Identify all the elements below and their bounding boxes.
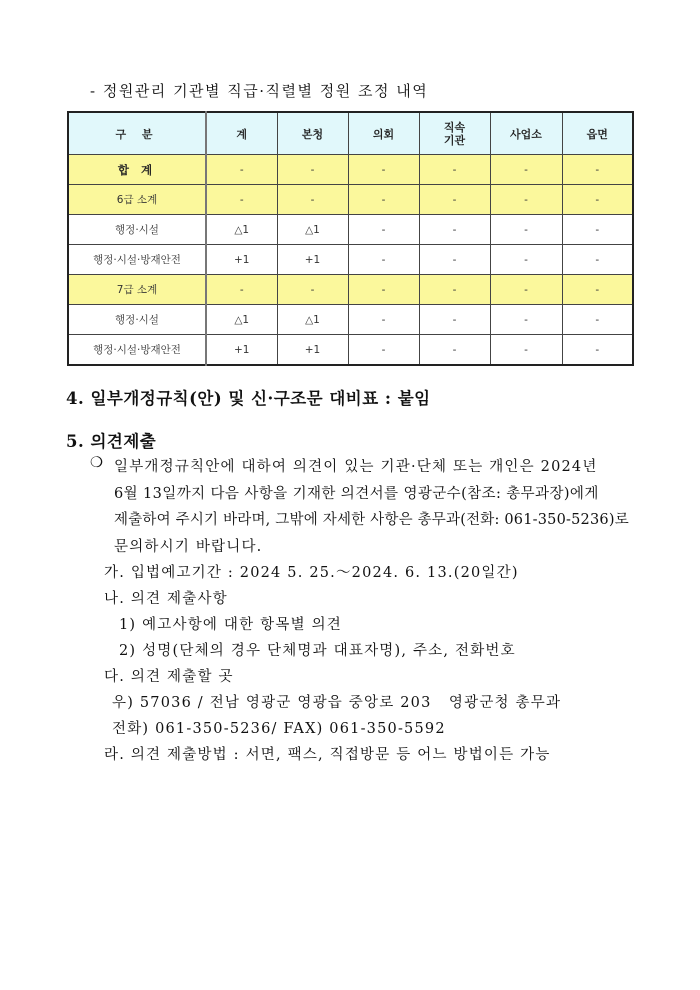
cell: - [419,215,490,245]
cell: - [419,155,490,185]
table-caption: - 정원관리 기관별 직급·직렬별 정원 조정 내역 [90,82,429,100]
cell: +1 [206,335,277,366]
row-label: 행정·시설 [68,215,206,245]
item-da-phone: 전화) 061-350-5236/ FAX) 061-350-5592 [112,721,446,737]
cell: - [490,335,562,366]
cell: +1 [206,245,277,275]
header-main-office: 본청 [277,112,348,155]
cell: - [562,335,633,366]
cell: - [562,155,633,185]
table-header-row [68,112,633,155]
cell: - [490,155,562,185]
cell: +1 [277,335,348,366]
section-5-heading: 5. 의견제출 [66,432,157,451]
row-label: 행정·시설·방재안전 [68,245,206,275]
cell: - [419,185,490,215]
item-na-contents: 나. 의견 제출사항 [104,591,228,607]
item-da-address: 우) 57036 / 전남 영광군 영광읍 중앙로 203 영광군청 총무과 [112,695,562,711]
item-da-place: 다. 의견 제출할 곳 [104,669,234,685]
cell: - [562,185,633,215]
header-direct-agency [419,112,490,155]
header-category: 구 분 [68,112,206,155]
row-label: 행정·시설 [68,305,206,335]
cell: △1 [277,305,348,335]
header-direct-line1: 직속 [443,120,466,134]
row-label: 합 계 [68,155,206,185]
cell: - [490,215,562,245]
cell: - [348,215,419,245]
cell: - [348,155,419,185]
cell: - [562,245,633,275]
table-row-grade7-subtotal [68,275,633,305]
cell: △1 [206,215,277,245]
cell: - [490,305,562,335]
paragraph-line: 6월 13일까지 다음 사항을 기재한 의견서를 영광군수(참조: 총무과장)에게 [114,486,599,502]
header-direct-line2: 기관 [443,133,466,147]
cell: - [490,245,562,275]
cell: - [562,275,633,305]
table-row [68,305,633,335]
table-row-grand-total [68,155,633,185]
cell: - [277,155,348,185]
cell: - [348,185,419,215]
cell: - [490,185,562,215]
cell: - [348,245,419,275]
row-label: 행정·시설·방재안전 [68,335,206,366]
header-business-office: 사업소 [490,112,562,155]
item-na-sub2: 2) 성명(단체의 경우 단체명과 대표자명), 주소, 전화번호 [119,643,516,659]
paragraph-line: 제출하여 주시기 바라며, 그밖에 자세한 사항은 총무과(전화: 061-350-5236)로 [114,512,629,528]
header-council: 의회 [348,112,419,155]
cell: +1 [277,245,348,275]
table-row [68,245,633,275]
table-row [68,335,633,366]
cell: △1 [277,215,348,245]
section-4-heading: 4. 일부개정규칙(안) 및 신·구조문 대비표 : 붙임 [66,389,431,408]
bullet-icon: ❍ [90,455,105,471]
table-row [68,215,633,245]
cell: - [277,275,348,305]
cell: - [419,335,490,366]
header-total: 계 [206,112,277,155]
cell: - [277,185,348,215]
cell: △1 [206,305,277,335]
header-town: 읍면 [562,112,633,155]
cell: - [562,305,633,335]
cell: - [348,275,419,305]
cell: - [206,155,277,185]
item-ga-period: 가. 입법예고기간 : 2024 5. 25.～2024. 6. 13.(20일간) [104,565,519,581]
cell: - [419,245,490,275]
cell: - [419,305,490,335]
cell: - [348,305,419,335]
cell: - [348,335,419,366]
staffing-adjustment-table [67,111,634,366]
cell: - [490,275,562,305]
item-na-sub1: 1) 예고사항에 대한 항목별 의견 [119,617,343,633]
cell: - [206,275,277,305]
paragraph-line: 문의하시기 바랍니다. [114,539,263,555]
cell: - [419,275,490,305]
row-label: 6급 소계 [68,185,206,215]
cell: - [562,215,633,245]
cell: - [206,185,277,215]
table-row-grade6-subtotal [68,185,633,215]
paragraph-line: 일부개정규칙안에 대하여 의견이 있는 기관·단체 또는 개인은 2024년 [114,459,598,475]
row-label: 7급 소계 [68,275,206,305]
item-ra-method: 라. 의견 제출방법 : 서면, 팩스, 직접방문 등 어느 방법이든 가능 [104,747,551,763]
